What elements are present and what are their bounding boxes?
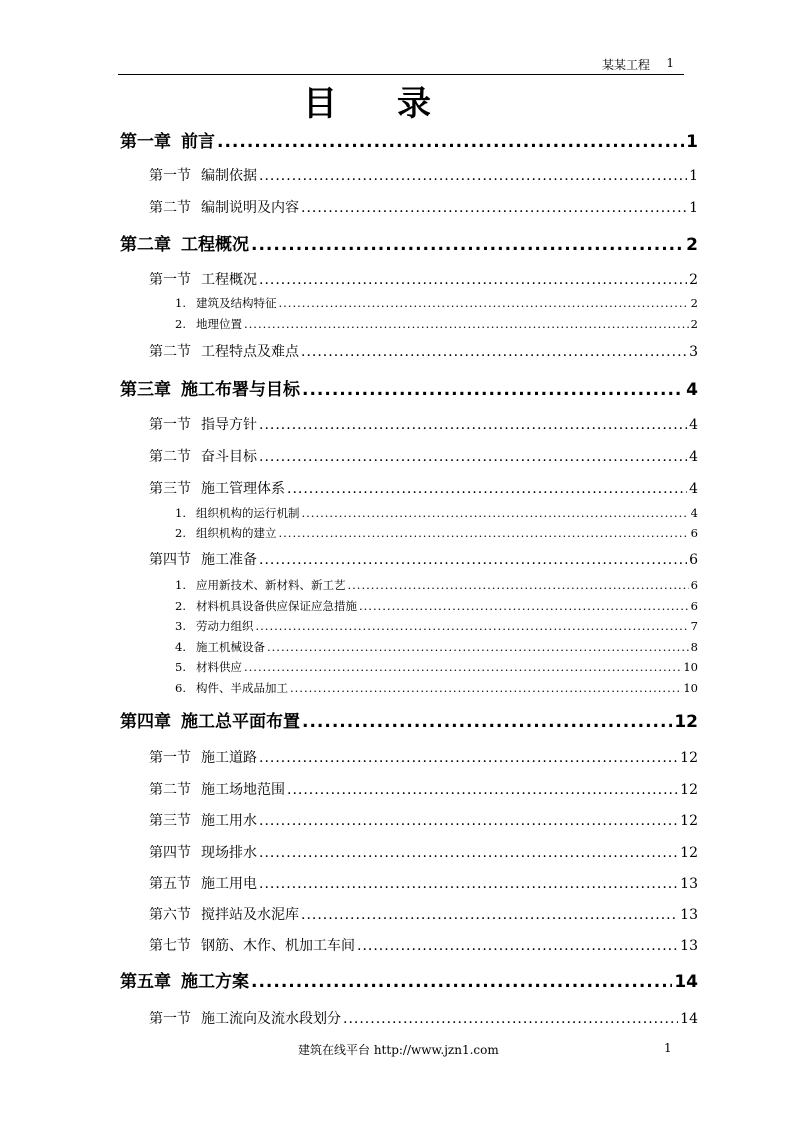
toc-entry-page: 6 [690,578,698,592]
toc-leader-dots [347,578,688,592]
toc-entry-text: 工程概况 [201,272,257,288]
toc-subsection-entry[interactable] [175,295,698,311]
toc-leader-dots [287,481,687,497]
toc-entry-text: 施工总平面布置 [181,712,300,732]
toc-title: 目录 [303,84,491,124]
toc-leader-dots [259,845,678,861]
toc-entry-label [175,618,253,634]
toc-leader-dots [278,296,688,310]
toc-entry-text: 施工道路 [201,750,257,766]
toc-entry-page: 3 [689,344,698,360]
toc-entry-label [175,577,345,593]
toc-entry-page: 2 [690,296,698,310]
toc-entry-number: 第三章 [120,380,171,400]
toc-entry-label [149,935,355,955]
toc-entry-text: 现场排水 [201,845,257,861]
toc-entry-number: 第一节 [149,168,191,184]
toc-entry-label [149,446,257,466]
toc-section-entry[interactable] [149,549,698,569]
toc-entry-text: 施工用水 [201,813,257,829]
toc-entry-number: 第四节 [149,552,191,568]
toc-entry-page: 14 [680,1011,698,1027]
toc-section-entry[interactable] [149,269,698,289]
toc-entry-page: 4 [686,380,698,400]
toc-entry-text: 搅拌站及水泥库 [201,907,299,923]
toc-leader-dots [343,1011,678,1027]
toc-entry-label [120,127,215,152]
toc-subsection-entry[interactable] [175,659,698,675]
toc-entry-page: 7 [690,619,698,633]
toc-entry-text: 施工方案 [181,972,249,992]
toc-entry-page: 1 [689,200,698,216]
toc-entry-number: 第四章 [120,712,171,732]
toc-entry-page: 8 [690,640,698,654]
toc-entry-label [175,505,299,521]
toc-leader-dots [302,712,672,732]
toc-entry-label [175,639,265,655]
toc-entry-number: 第三节 [149,481,191,497]
toc-entry-text: 前言 [181,132,215,152]
page-header [118,54,684,75]
toc-entry-number: 第二节 [149,200,191,216]
toc-section-entry[interactable] [149,478,698,498]
toc-leader-dots [251,235,684,255]
toc-leader-dots [267,640,689,654]
toc-entry-page: 13 [680,876,698,892]
toc-leader-dots [302,380,684,400]
toc-entry-text: 劳动力组织 [195,619,254,633]
toc-entry-page: 13 [680,938,698,954]
toc-entry-number: 第一节 [149,750,191,766]
toc-section-entry[interactable] [149,810,698,830]
toc-entry-text: 钢筋、木作、机加工车间 [201,938,355,954]
toc-section-entry[interactable] [149,414,698,434]
toc-entry-label [149,873,257,893]
toc-entry-page: 12 [680,750,698,766]
toc-entry-page: 6 [690,599,698,613]
toc-entry-number: 第二节 [149,782,191,798]
header-title: 某某工程 [601,58,650,72]
toc-entry-number: 第一节 [149,272,191,288]
toc-entry-number: 6. [175,681,186,695]
toc-leader-dots [287,782,678,798]
toc-leader-dots [301,200,687,216]
toc-leader-dots [259,750,678,766]
toc-entry-number: 4. [175,640,186,654]
toc-entry-page: 10 [683,681,698,695]
toc-entry-label [149,904,299,924]
toc-entry-number: 第一节 [149,417,191,433]
toc-entry-label [175,316,242,332]
toc-entry-number: 第二节 [149,449,191,465]
toc-entry-text: 编制说明及内容 [201,200,299,216]
toc-entry-number: 第一章 [120,132,171,152]
toc-chapter-entry[interactable] [120,127,698,152]
toc-entry-number: 第二节 [149,344,191,360]
footer-page-number: 1 [664,1041,672,1055]
toc-section-entry[interactable] [149,779,698,799]
toc-chapter-entry[interactable] [120,375,698,400]
toc-section-entry[interactable] [149,935,698,955]
toc-entry-page: 2 [686,235,698,255]
toc-entry-page: 6 [689,552,698,568]
toc-leader-dots [290,681,681,695]
toc-entry-label [149,1008,341,1028]
toc-chapter-entry[interactable] [120,707,698,732]
toc-leader-dots [244,660,681,674]
toc-entry-label [120,707,300,732]
toc-entry-page: 2 [689,272,698,288]
toc-entry-page: 12 [680,813,698,829]
toc-leader-dots [255,619,688,633]
toc-chapter-entry[interactable] [120,967,698,992]
toc-entry-number: 第五章 [120,972,171,992]
toc-entry-label [149,747,257,767]
toc-entry-text: 施工布署与目标 [181,380,300,400]
toc-entry-text: 地理位置 [195,317,242,331]
toc-entry-label [175,598,357,614]
toc-entry-text: 施工用电 [201,876,257,892]
toc-entry-page: 4 [690,506,698,520]
toc-subsection-entry[interactable] [175,618,698,634]
toc-entry-label [149,842,257,862]
toc-leader-dots [244,317,689,331]
toc-entry-page: 4 [689,449,698,465]
header-page-number: 1 [666,56,674,70]
toc-leader-dots [259,449,687,465]
toc-entry-page: 4 [689,417,698,433]
toc-entry-text: 奋斗目标 [201,449,257,465]
toc-entry-text: 组织机构的建立 [195,526,277,540]
toc-entry-number: 第三节 [149,813,191,829]
toc-section-entry[interactable] [149,341,698,361]
toc-entry-label [149,341,299,361]
toc-entry-number: 3. [175,619,186,633]
toc-leader-dots [259,876,678,892]
toc-entry-number: 2. [175,317,186,331]
toc-entry-page: 12 [674,712,698,732]
toc-section-entry[interactable] [149,873,698,893]
toc-entry-label [149,197,299,217]
toc-entry-page: 1 [689,168,698,184]
toc-leader-dots [301,344,687,360]
toc-leader-dots [259,272,687,288]
toc-entry-label [120,375,300,400]
toc-entry-number: 1. [175,578,186,592]
toc-leader-dots [301,907,678,923]
toc-entry-page: 12 [680,845,698,861]
toc-subsection-entry[interactable] [175,639,698,655]
toc-leader-dots [251,972,672,992]
toc-leader-dots [259,168,687,184]
toc-entry-text: 施工管理体系 [201,481,285,497]
toc-leader-dots [259,552,687,568]
toc-leader-dots [278,526,688,540]
toc-entry-text: 组织机构的运行机制 [195,506,300,520]
toc-entry-text: 编制依据 [201,168,257,184]
toc-entry-text: 构件、半成品加工 [195,681,288,695]
toc-section-entry[interactable] [149,747,698,767]
toc-entry-text: 指导方针 [201,417,257,433]
toc-entry-text: 建筑及结构特征 [195,296,277,310]
toc-entry-number: 5. [175,660,186,674]
toc-chapter-entry[interactable] [120,230,698,255]
toc-entry-number: 1. [175,296,186,310]
toc-entry-text: 工程概况 [181,235,249,255]
toc-entry-page: 4 [689,481,698,497]
toc-entry-label [149,549,257,569]
toc-entry-number: 第一节 [149,1011,191,1027]
toc-leader-dots [357,938,678,954]
toc-leader-dots [359,599,689,613]
toc-entry-text: 工程特点及难点 [201,344,299,360]
toc-entry-label [175,659,242,675]
toc-entry-label [149,478,285,498]
toc-entry-page: 1 [686,132,698,152]
toc-entry-number: 2. [175,599,186,613]
toc-entry-text: 材料供应 [195,660,242,674]
toc-subsection-entry[interactable] [175,316,698,332]
toc-entry-label [120,230,249,255]
toc-entry-number: 第六节 [149,907,191,923]
toc-subsection-entry[interactable] [175,598,698,614]
toc-section-entry[interactable] [149,165,698,185]
toc-entry-text: 施工场地范围 [201,782,285,798]
toc-entry-page: 14 [674,972,698,992]
toc-entry-page: 13 [680,907,698,923]
toc-entry-label [149,414,257,434]
toc-entry-label [149,165,257,185]
toc-entry-number: 第二章 [120,235,171,255]
toc-entry-text: 施工机械设备 [195,640,265,654]
toc-section-entry[interactable] [149,842,698,862]
toc-entry-number: 1. [175,506,186,520]
toc-entry-number: 第七节 [149,938,191,954]
toc-entry-page: 12 [680,782,698,798]
toc-entry-label [120,967,249,992]
toc-entry-page: 10 [683,660,698,674]
toc-subsection-entry[interactable] [175,525,698,541]
toc-subsection-entry[interactable] [175,505,698,521]
toc-entry-page: 2 [690,317,698,331]
toc-entry-label [149,269,257,289]
toc-entry-label [149,810,257,830]
toc-entry-text: 应用新技术、新材料、新工艺 [195,578,346,592]
toc-entry-text: 施工流向及流水段划分 [201,1011,341,1027]
toc-section-entry[interactable] [149,904,698,924]
toc-leader-dots [217,132,684,152]
toc-entry-label [149,779,285,799]
toc-entry-text: 材料机具设备供应保证应急措施 [195,599,357,613]
toc-entry-number: 第五节 [149,876,191,892]
toc-subsection-entry[interactable] [175,577,698,593]
toc-entry-page: 6 [690,526,698,540]
toc-entry-number: 2. [175,526,186,540]
footer-text: 建筑在线平台 http://www.jzn1.com [298,1043,499,1057]
toc-entry-label [175,525,276,541]
toc-leader-dots [259,417,687,433]
toc-leader-dots [259,813,678,829]
toc-subsection-entry[interactable] [175,680,698,696]
toc-entry-number: 第四节 [149,845,191,861]
toc-section-entry[interactable] [149,446,698,466]
toc-section-entry[interactable] [149,1008,698,1028]
toc-entry-text: 施工准备 [201,552,257,568]
toc-entry-label [175,295,276,311]
toc-section-entry[interactable] [149,197,698,217]
toc-entry-label [175,680,288,696]
toc-leader-dots [301,506,688,520]
